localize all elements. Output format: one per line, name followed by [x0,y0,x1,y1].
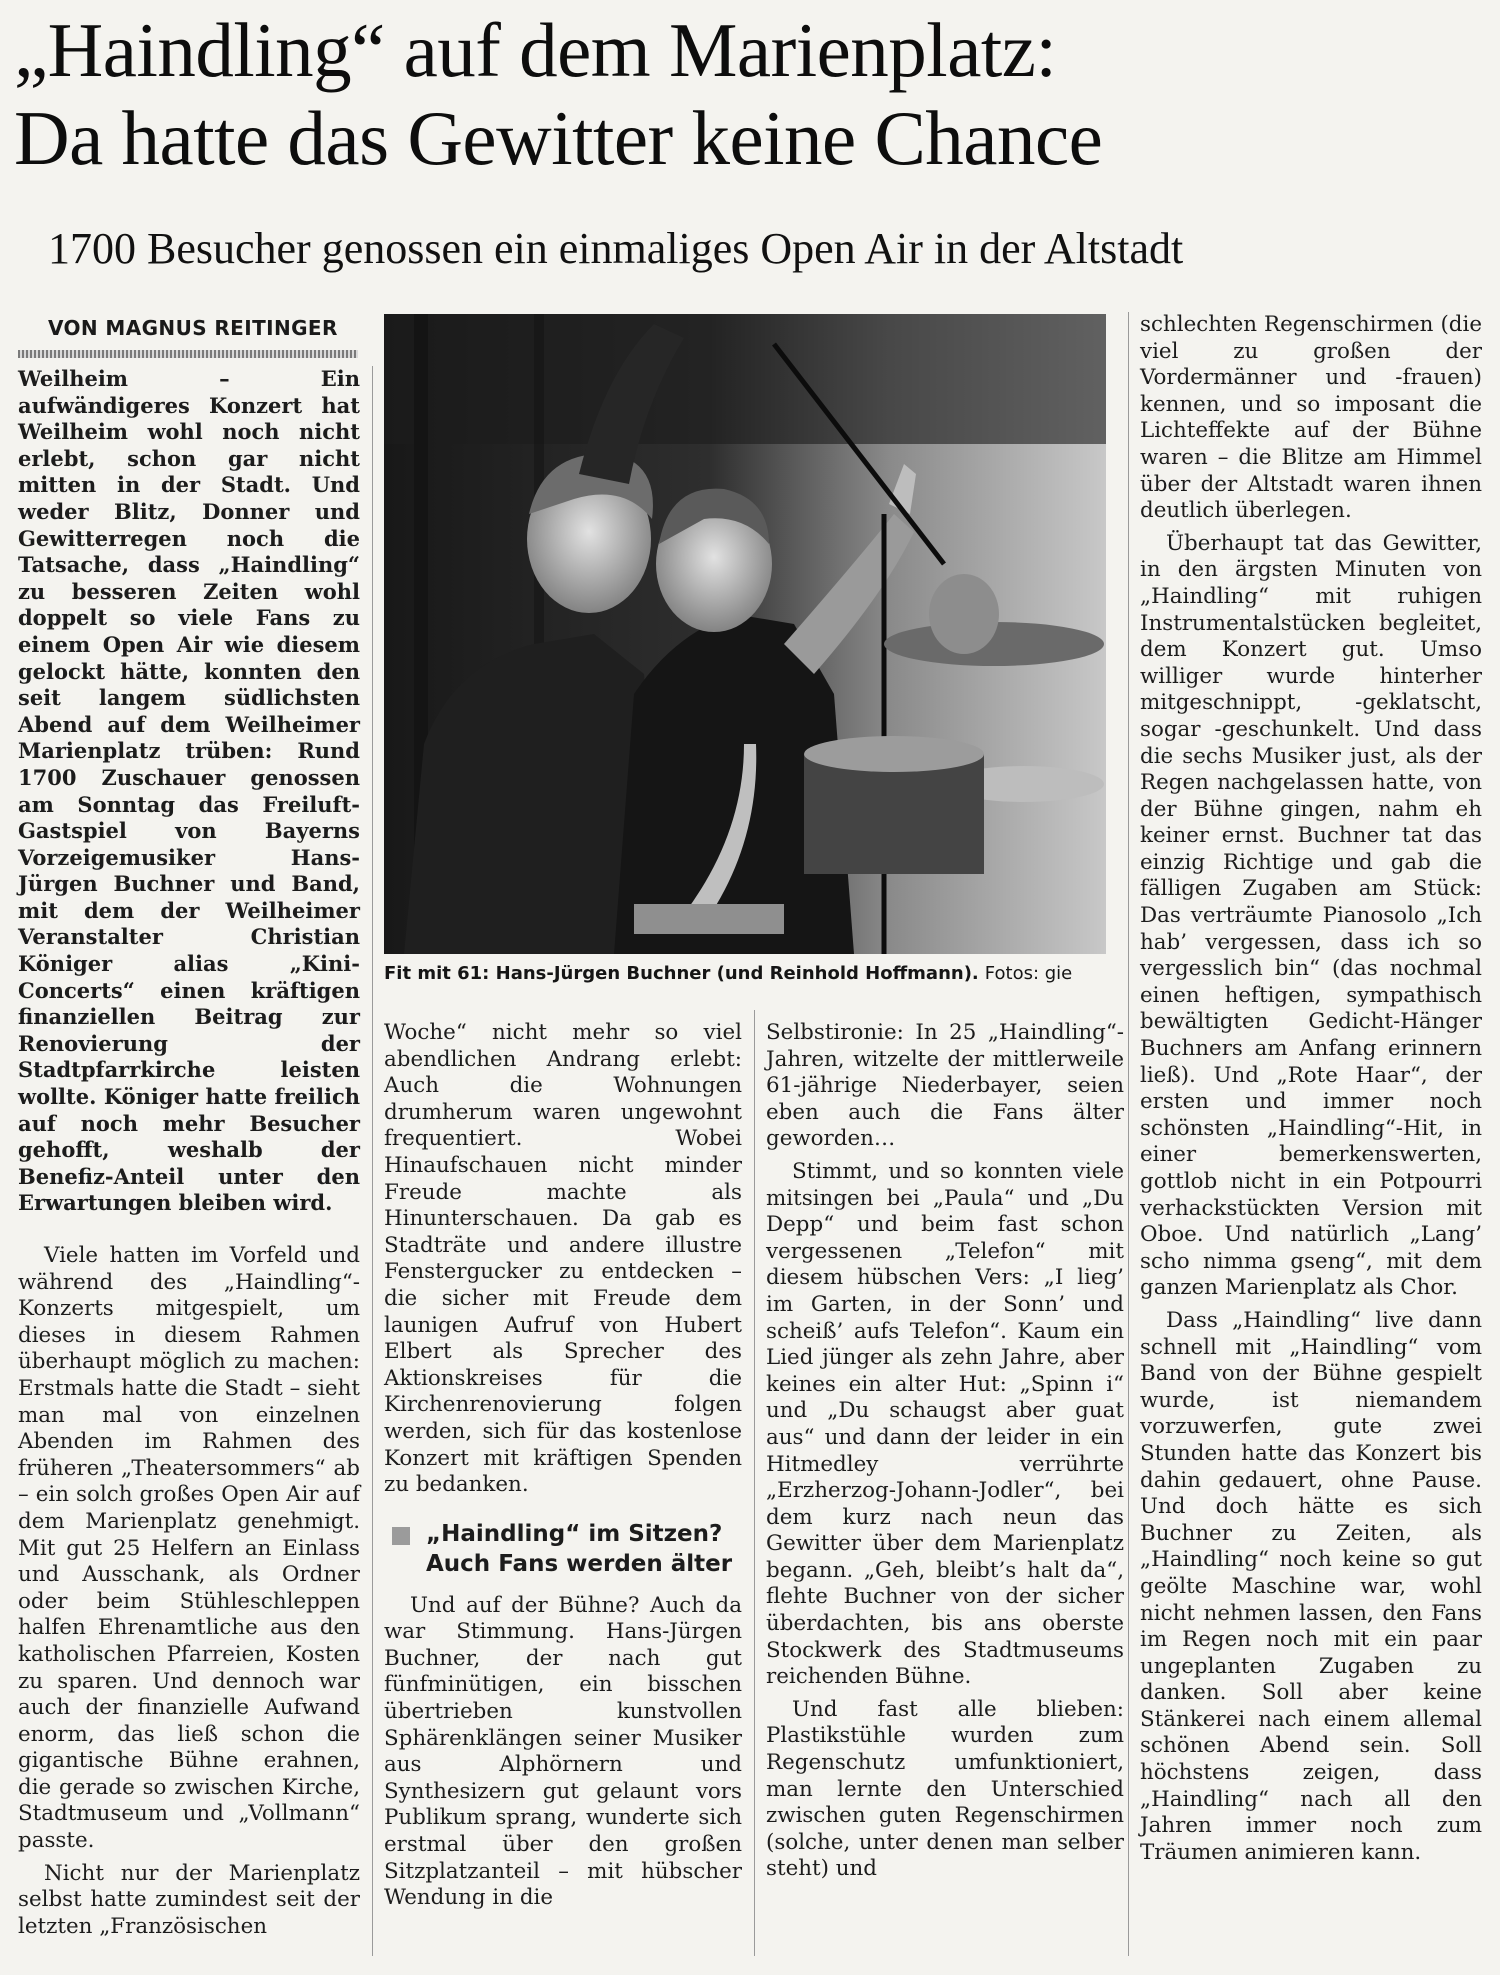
body-paragraph: Woche“ nicht mehr so viel abendlichen Andrang erlebt: Auch die Wohnungen drumherum waren ungewohnt frequentiert. Wobei Hinaufschauen nicht minder Freude machte als Hinunterschauen. Da gab es Stadträte und andere illustre Fenstergucker zu entdecken – die sicher mit Freude dem launigen Aufruf von Hubert Elbert als Sprecher des Aktionskreises für die Kirchenrenovierung folgen werden, sich für das kostenlose Konzert mit kräftigen Spenden zu bedanken. [384,1020,742,1498]
subhead-marker [392,1527,410,1545]
body-paragraph: Viele hatten im Vorfeld und während des „Haindling“-Konzerts mitgespielt, um dieses in diesem Rahmen überhaupt möglich zu machen: Erstmals hatte die Stadt – sieht man mal von einzelnen Abenden im Rahmen des früheren „Theatersommers“ ab – ein solch großes Open Air auf dem Marienplatz genehmigt. Mit gut 25 Helfern an Einlass und Ausschank, als Ordner oder beim Stühleschleppen halfen Ehrenamtliche aus den katholischen Pfarreien, Kosten zu sparen. Und dennoch war auch der finanzielle Aufwand enorm, das ließ schon die gigantische Bühne erahnen, die gerade so zwischen Kirche, Stadtmuseum und „Vollmann“ passte. [18,1243,360,1854]
body-paragraph: Und auf der Bühne? Auch da war Stimmung. Hans-Jürgen Buchner, der nach gut fünfminütigen, ein bisschen übertrieben kunstvollen Sphärenklängen seiner Musiker aus Alphörnern und Synthesizern gut gelaunt vors Publikum sprang, wunderte sich erstmal über den großen Sitzplatzanteil – mit hübscher Wendung in die [384,1592,742,1911]
column-1 [18,366,360,1946]
body-paragraph: Stimmt, und so konnten viele mitsingen bei „Paula“ und „Du Depp“ und beim fast schon vergessenen „Telefon“ mit diesem hübschen Vers: „I lieg’ im Garten, in der Sonn’ und scheiß’ aufs Telefon“. Kaum ein Lied jünger als zehn Jahre, aber keines ein alter Hut: „Spinn i“ und „Du schaugst aber guat aus“ und dann der leider in ein Hitmedley verrührte „Erzherzog-Johann-Jodler“, bei dem kurz nach neun das Gewitter über dem Marienplatz begann. „Geh, bleibt’s halt da“, flehte Buchner von der sicher überdachten, bis ans oberste Stockwerk des Stadtmuseums reichenden Bühne. [766,1158,1124,1690]
byline: VON MAGNUS REITINGER [48,316,338,340]
column-divider [372,366,373,1956]
body-paragraph: schlechten Regenschirmen (die viel zu großen der Vordermänner und -frauen) kennen, und so imposant die Lichteffekte auf der Bühne waren – die Blitze am Himmel über der Altstadt waren ihnen deutlich überlegen. [1140,312,1482,524]
headline-line-1: „Haindling“ auf dem Marienplatz: [14,7,1057,93]
caption-text: Fit mit 61: Hans-Jürgen Buchner (und Reinhold Hoffmann). [384,963,979,984]
headline [14,6,1494,182]
subhead-line-2: Auch Fans werden älter [426,1550,733,1577]
section-subhead [384,1519,742,1579]
body-paragraph: Und fast alle blieben: Plastikstühle wurden zum Regenschutz umfunktioniert, man lernte den Unterschied zwischen guten Regenschirmen (solche, unter denen man selber steht) und [766,1696,1124,1882]
byline-rule [18,350,358,358]
subheadline: 1700 Besucher genossen ein einmaliges Open Air in der Altstadt [48,224,1184,273]
photo-credit: Fotos: gie [984,963,1073,984]
column-divider [1128,312,1129,1956]
body-paragraph: Dass „Haindling“ live dann schnell mit „Haindling“ vom Band von der Bühne gespielt wurde, ist niemandem vorzuwerfen, gute zwei Stunden hatte das Konzert bis dahin gedauert, ohne Pause. Und doch hätte es sich Buchner zu Zeiten, als „Haindling“ noch keine so gut geölte Maschine war, wohl nicht nehmen lassen, den Fans im Regen noch mit ein paar ungeplanten Zugaben zu danken. Soll aber keine Stänkerei nach einem allemal schönen Abend sein. Soll höchstens zeigen, dass „Haindling“ nach all den Jahren immer noch zum Träumen animieren kann. [1140,1307,1482,1865]
concert-photo [384,314,1106,954]
subhead-line-1: „Haindling“ im Sitzen? [426,1520,723,1547]
column-4 [1140,312,1482,1872]
headline-line-2: Da hatte das Gewitter keine Chance [14,95,1103,181]
concert-photo-image [384,314,1106,954]
body-paragraph: Selbstironie: In 25 „Haindling“-Jahren, witzelte der mittlerweile 61-jährige Niederbayer, seien eben auch die Fans älter geworden… [766,1020,1124,1152]
body-paragraph: Überhaupt tat das Gewitter, in den ärgsten Minuten von „Haindling“ mit ruhigen Instrumentalstücken begleitet, dem Konzert gut. Umso williger wurde hinterher mitgeschnippt, -geklatscht, sogar -geschunkelt. Und dass die sechs Musiker just, als der Regen nachgelassen hatte, von der Bühne gingen, nahm eh keiner ernst. Buchner tat das einzig Richtige und gab die fälligen Zugaben am Stück: Das verträumte Pianosolo „Ich hab’ vergessen, dass ich so vergesslich bin“ (das nochmal einen heftigen, sympathisch bewältigten Gedicht-Hänger Buchners am Anfang erinnern ließ). Und „Rote Haar“, der ersten und immer noch schönsten „Haindling“-Hit, in einer bemerkenswerten, gottlob nicht in ein Potpourri verhackstückten Version mit Oboe. Und natürlich „Lang’ scho nimma gseng“, mit dem ganzen Marienplatz als Chor. [1140,530,1482,1301]
body-paragraph: Nicht nur der Marienplatz selbst hatte zumindest seit der letzten „Französischen [18,1860,360,1939]
lead-paragraph: Weilheim – Ein aufwändigeres Konzert hat Weilheim wohl noch nicht erlebt, schon gar nicht mitten in der Stadt. Und weder Blitz, Donner und Gewitterregen noch die Tatsache, dass „Haindling“ zu besseren Zeiten wohl doppelt so viele Fans zu einem Open Air wie diesem gelockt hätte, konnten den seit langem südlichsten Abend auf dem Weilheimer Marienplatz trüben: Rund 1700 Zuschauer genossen am Sonntag das Freiluft-Gastspiel von Bayerns Vorzeigemusiker Hans-Jürgen Buchner und Band, mit dem der Weilheimer Veranstalter Christian Königer alias „Kini-Concerts“ einen kräftigen finanziellen Beitrag zur Renovierung der Stadtpfarrkirche leisten wollte. Königer hatte freilich auf noch mehr Besucher gehofft, weshalb der Benefiz-Anteil unter den Erwartungen bleiben wird. [18,366,360,1216]
photo-caption [384,962,1124,986]
column-2 [384,1020,742,1918]
column-3 [766,1020,1124,1889]
column-divider [754,1010,755,1956]
